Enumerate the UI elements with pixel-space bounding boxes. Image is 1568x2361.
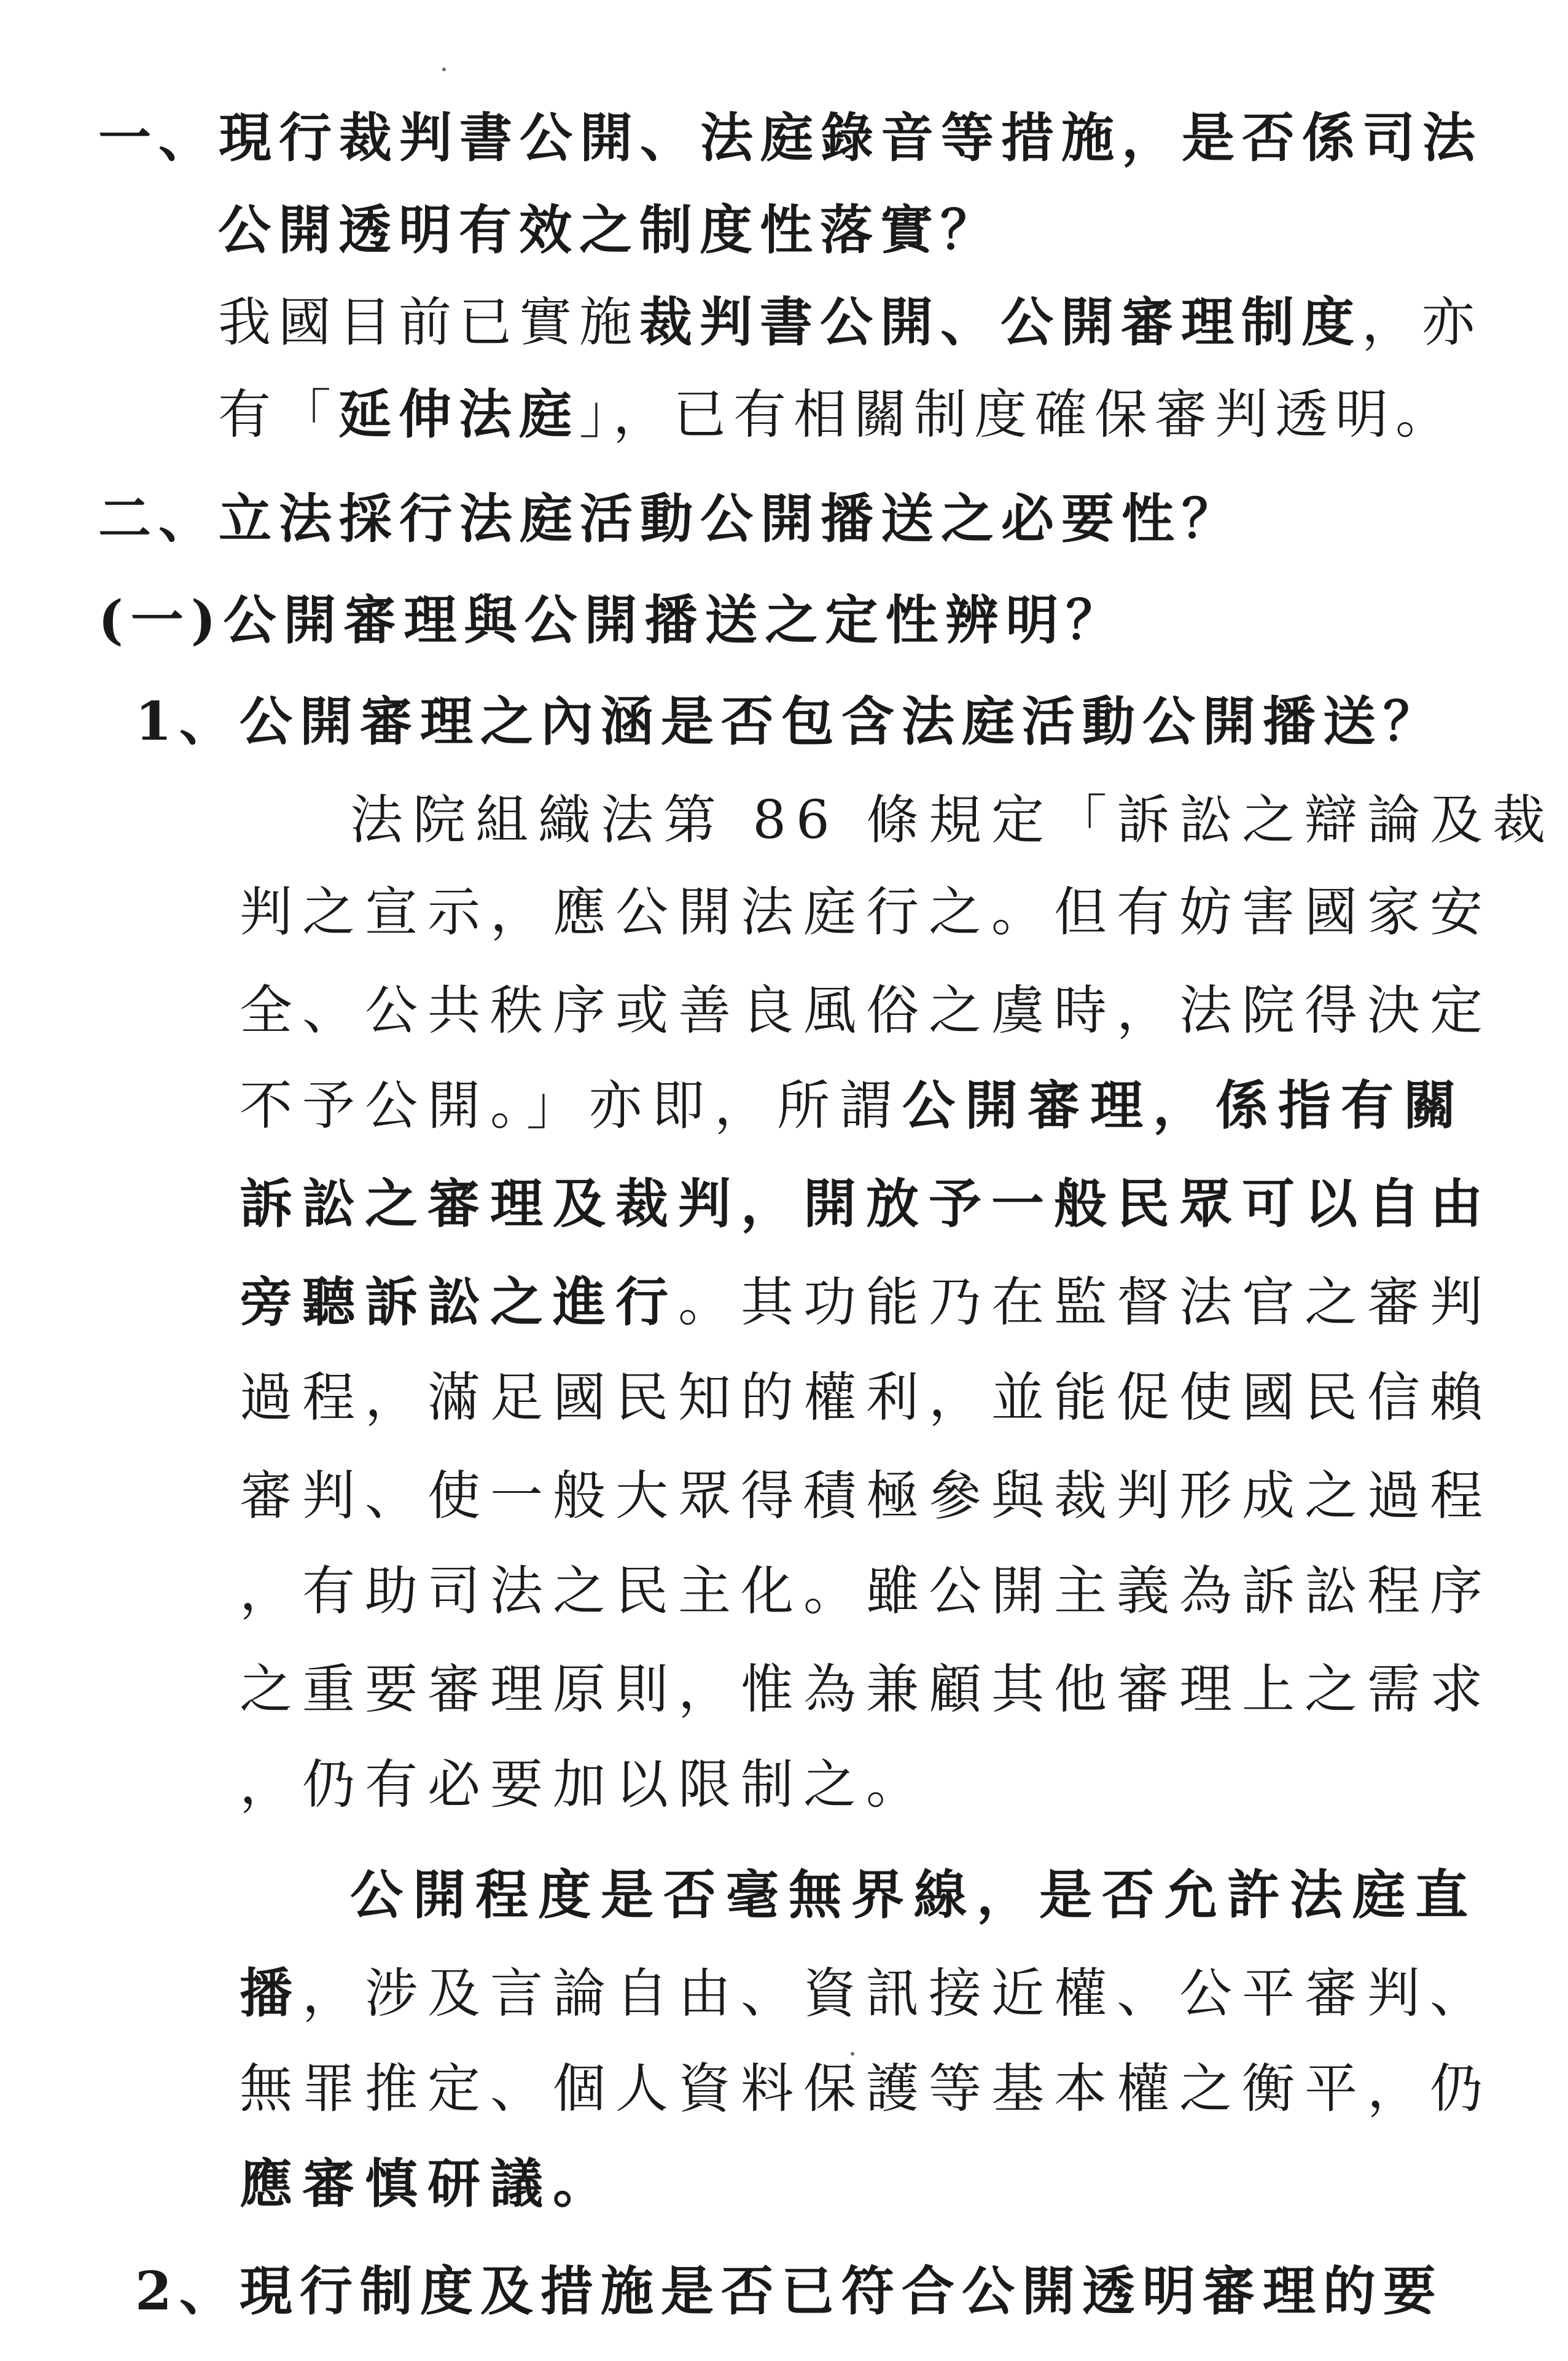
question-1-body-text: 不予公開。」亦即，所謂 [240,1075,902,1137]
question-1-body-line-1: 法院組織法第 86 條規定「訴訟之辯論及裁 [350,789,1556,851]
question-1-body-line-4 [240,1069,1466,1143]
question-1-body-line-9: ，有助司法之民主化。雖公開主義為訴訟程序 [240,1560,1492,1622]
question-1-body-2-line-3: 無罪推定、個人資料保護等基本權之衡平，仍 [240,2058,1492,2120]
question-1-body-line-3: 全、公共秩序或善良風俗之虞時，法院得決定 [240,980,1492,1041]
section-1-body-emphasis: 延伸法庭 [338,383,579,445]
question-1-body-line-2: 判之宣示，應公開法庭行之。但有妨害國家安 [240,882,1492,943]
subsection-1-heading: (一)公開審理與公開播送之定性辨明？ [98,589,1126,651]
section-1-body-emphasis: 裁判書公開、公開審理制度 [639,291,1362,353]
question-1-body-2-line-4: 應審慎研議。 [240,2153,615,2215]
question-1-body-2-line-2 [240,1957,1492,2030]
question-1-body-2-line-1: 公開程度是否毫無界線，是否允許法庭直 [350,1864,1478,1926]
question-1-body-emphasis: 播 [240,1962,302,2024]
question-1-body-line-10: 之重要審理原則，惟為兼顧其他審理上之需求 [240,1659,1492,1720]
question-1-body-line-8: 審判、使一般大眾得積極參與裁判形成之過程 [240,1465,1492,1527]
section-1-body-text: 有「 [218,384,338,445]
question-1-body-text: ，涉及言論自由、資訊接近權、公平審判、 [302,1963,1492,2024]
question-1-body-line-5: 訴訟之審理及裁判，開放予一般民眾可以自由 [240,1173,1492,1235]
section-1-body-text: 」，已有相關制度確保審判透明。 [579,384,1456,445]
section-1-heading-line-2: 公開透明有效之制度性落實？ [218,199,1000,261]
section-1-heading-line-1: 一、現行裁判書公開、法庭錄音等措施，是否係司法 [98,107,1483,169]
section-1-body-text: 我國目前已實施 [218,292,639,353]
scan-speck [851,2052,854,2056]
question-1-body-line-7: 過程，滿足國民知的權利，並能促使國民信賴 [240,1367,1492,1428]
question-1-body-emphasis: 旁聽訴訟之進行 [240,1271,678,1333]
question-1-body-line-11: ，仍有必要加以限制之。 [240,1754,929,1815]
question-1-body-emphasis: 公開審理，係指有關 [902,1075,1466,1137]
section-1-body-text: ，亦 [1362,292,1482,353]
question-1-body-text: 。其功能乃在監督法官之審判 [678,1272,1492,1333]
question-1-heading: 1、公開審理之內涵是否包含法庭活動公開播送？ [135,691,1443,753]
section-1-body-line-1 [218,286,1482,359]
question-2-heading: 2、現行制度及措施是否已符合公開透明審理的要 [135,2260,1443,2322]
section-2-heading: 二、立法採行法庭活動公開播送之必要性？ [98,488,1242,550]
section-1-body-line-2 [218,378,1456,452]
scan-speck [442,68,446,71]
question-1-body-line-6 [240,1266,1492,1339]
